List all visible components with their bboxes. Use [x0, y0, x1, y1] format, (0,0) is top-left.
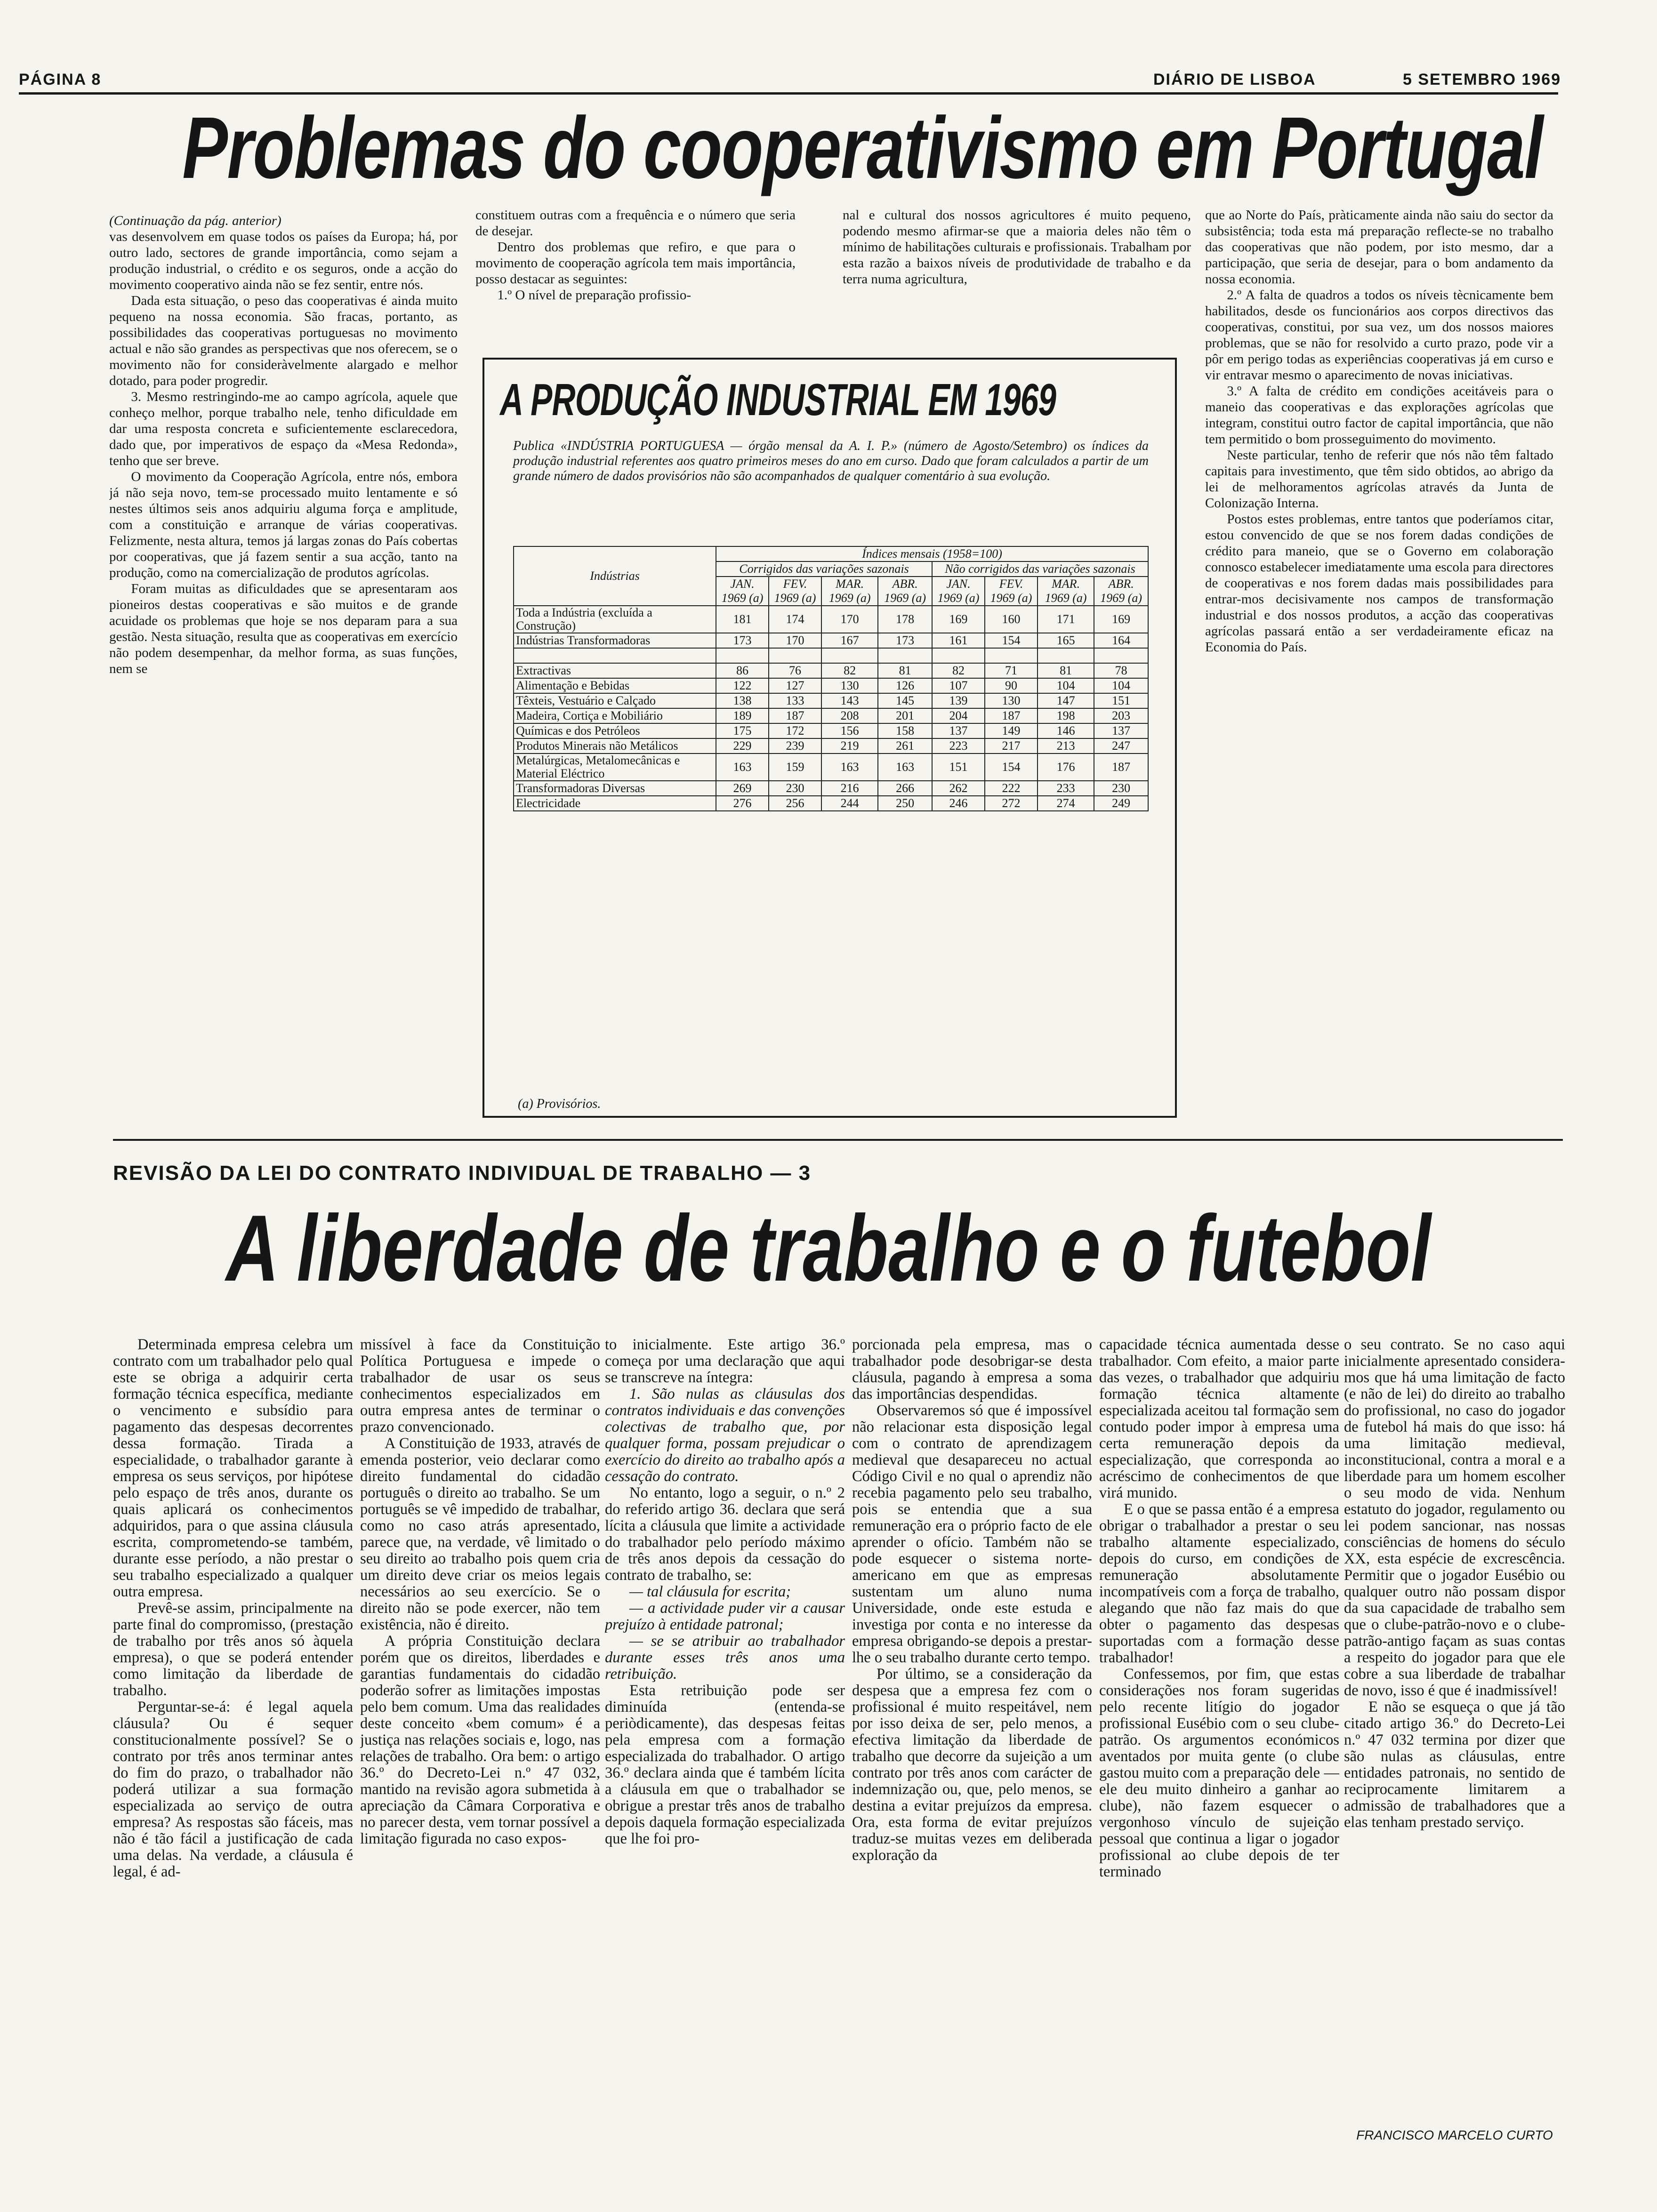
index-value: 246	[932, 796, 985, 811]
month-header: FEV. 1969 (a)	[769, 577, 821, 606]
paragraph: E o que se passa então é a empresa obrigar o trabalhador a prestar o seu trabalho altamente especializado, depois do curso, em condições de remuneração absolutamente incompatíveis com a força de trabalho, alegando que não faz mais do que obter o pagamento das despesas suportadas com a formação desse trabalhador!	[1099, 1501, 1339, 1666]
index-value: 138	[716, 693, 769, 708]
index-value: 122	[716, 678, 769, 693]
industry-label: Produtos Minerais não Metálicos	[514, 738, 716, 753]
box-intro: Publica «INDÚSTRIA PORTUGUESA — órgão mensal da A. I. P.» (número de Agosto/Setembro) os índices da produção industrial referentes aos quatro primeiros meses do ano em curso. Dado que foram calculados a partir de um grande número de dados provisórios não são acompanhados de qualquer comentário à sua evolução.	[513, 439, 1149, 483]
index-value: 274	[1038, 796, 1094, 811]
month-header: ABR. 1969 (a)	[878, 577, 932, 606]
index-value: 139	[932, 693, 985, 708]
index-value: 222	[985, 781, 1038, 796]
paragraph: porcionada pela empresa, mas o trabalhador pode desobrigar-se desta cláusula, pagando à empresa a soma das importâncias despendidas.	[852, 1337, 1092, 1403]
index-value: 204	[932, 708, 985, 723]
industry-label: Electricidade	[514, 796, 716, 811]
month-header: JAN. 1969 (a)	[716, 577, 769, 606]
index-value: 208	[821, 708, 878, 723]
index-value: 160	[985, 606, 1038, 633]
paragraph: missível à face da Constituição Política Portuguesa e impede o trabalhador de usar os seus conhecimentos especializados em outra empresa antes de terminar o prazo convencionado.	[360, 1337, 600, 1435]
paragraph: capacidade técnica aumentada desse trabalhador. Com efeito, a maior parte das vezes, o trabalhador que adquiriu formação técnica altamente especializada aceitou tal formação sem contudo poder impor à empresa uma certa remuneração depois da especialização, que corresponda ao acréscimo de conhecimentos de que virá munido.	[1099, 1337, 1339, 1501]
article1-col1	[109, 213, 458, 1128]
index-value: 130	[821, 678, 878, 693]
index-value: 151	[1094, 693, 1148, 708]
article2-kicker: REVISÃO DA LEI DO CONTRATO INDIVIDUAL DE TRABALHO — 3	[113, 1162, 812, 1185]
index-value: 175	[716, 723, 769, 738]
index-value: 163	[716, 753, 769, 781]
index-value: 181	[716, 606, 769, 633]
article1-title: Problemas do cooperativismo em Portugal	[182, 99, 1543, 197]
index-value: 163	[878, 753, 932, 781]
issue-date: 5 SETEMBRO 1969	[1403, 71, 1561, 88]
page-number: PÁGINA 8	[19, 71, 102, 88]
paragraph: to inicialmente. Este artigo 36.º começa por uma declaração que aqui se transcreve na íntegra:	[605, 1337, 845, 1386]
indices-header: Índices mensais (1958=100)	[716, 546, 1148, 561]
index-value: 223	[932, 738, 985, 753]
index-value: 169	[1094, 606, 1148, 633]
month-header: ABR. 1969 (a)	[1094, 577, 1148, 606]
paragraph: O movimento da Cooperação Agrícola, entre nós, embora já não seja novo, tem-se processado muito lentamente e só nestes últimos seis anos adquiriu alguma força e amplitude, com a constituição e arranque de várias cooperativas. Felizmente, nesta altura, temos já largas zonas do País cobertas por cooperativas, que já fazem sentir a sua acção, tanto na produção, como na comercialização de produtos agrícolas.	[109, 469, 458, 580]
index-value: 147	[1038, 693, 1094, 708]
index-value: 163	[821, 753, 878, 781]
index-value: 201	[878, 708, 932, 723]
industry-label: Transformadoras Diversas	[514, 781, 716, 796]
table-spacer-row	[514, 648, 1148, 663]
author-signature: FRANCISCO MARCELO CURTO	[1356, 2128, 1553, 2142]
article2-col3	[605, 1337, 845, 2188]
paragraph: constituem outras com a frequência e o número que seria de desejar.	[475, 208, 796, 239]
article1-col2	[475, 207, 796, 353]
index-value: 176	[1038, 753, 1094, 781]
index-value: 170	[769, 633, 821, 648]
table-body	[514, 606, 1148, 811]
index-value: 272	[985, 796, 1038, 811]
month-header: FEV. 1969 (a)	[985, 577, 1038, 606]
table-row	[514, 708, 1148, 723]
month-header: MAR. 1969 (a)	[1038, 577, 1094, 606]
group-corrected-header: Corrigidos das variações sazonais	[716, 561, 932, 577]
index-value: 86	[716, 663, 769, 678]
box-title: A PRODUÇÃO INDUSTRIAL EM 1969	[500, 375, 1056, 425]
section-rule	[113, 1139, 1563, 1141]
paragraph: Neste particular, tenho de referir que nós não têm faltado capitais para investimento, que têm sido obtidos, ao abrigo da lei de melhoramentos agrícolas através da Junta de Colonização Interna.	[1205, 448, 1553, 511]
paragraph: Foram muitas as dificuldades que se apresentaram aos pioneiros destas cooperativas e são muitos e de grande acuidade os problemas que hoje se nos deparam para a sua gestão. Nesta situação, resulta que as cooperativas em exercício não podem desempenhar, da melhor forma, as suas funções, nem se	[109, 581, 458, 676]
index-value: 172	[769, 723, 821, 738]
index-value: 216	[821, 781, 878, 796]
index-value: 82	[821, 663, 878, 678]
index-value: 158	[878, 723, 932, 738]
index-value: 187	[985, 708, 1038, 723]
index-value: 104	[1094, 678, 1148, 693]
paragraph: Dentro dos problemas que refiro, e que para o movimento de cooperação agrícola tem mais importância, posso destacar as seguintes:	[475, 240, 796, 287]
paragraph: Esta retribuição pode ser diminuída (entenda-se periòdicamente), das despesas feitas pela empresa com a formação especializada do trabalhador. O artigo 36.º declara ainda que é também lícita a cláusula em que o trabalhador se obrigue a prestar três anos de trabalho depois daquela formação especializada que lhe foi pro-	[605, 1682, 845, 1847]
paragraph: A própria Constituição declara porém que os direitos, liberdades e garantias fundamentais do cidadão poderão sofrer as limitações impostas pelo bem comum. Uma das realidades deste conceito «bem comum» é a justiça nas relações sociais e, logo, nas relações de trabalho. Ora bem: o artigo 36.º do Decreto-Lei n.º 47 032, mantido na revisão agora submetida à apreciação da Câmara Corporativa e no parecer desta, vem tornar possível a limitação figurada no caso expos-	[360, 1633, 600, 1847]
index-value: 239	[769, 738, 821, 753]
article1-col4	[1205, 207, 1553, 1130]
table-row	[514, 753, 1148, 781]
index-value: 78	[1094, 663, 1148, 678]
paragraph: A Constituição de 1933, através de emenda posterior, veio declarar como direito fundamental do cidadão português o direito ao trabalho. Se um português se vê impedido de trabalhar, como no caso atrás apresentado, parece que, na verdade, vê limitado o seu direito ao trabalho pois quem cria um direito deve criar os meios legais necessários ao seu exercício. Se o direito não se pode exercer, não tem existência, não é direito.	[360, 1435, 600, 1633]
paragraph: — se se atribuir ao trabalhador durante esses três anos uma retribuição.	[605, 1633, 845, 1683]
index-value: 269	[716, 781, 769, 796]
table-row	[514, 723, 1148, 738]
industries-header: Indústrias	[514, 546, 716, 606]
index-value: 133	[769, 693, 821, 708]
paragraph: vas desenvolvem em quase todos os países da Europa; há, por outro lado, sectores de grande importância, como sejam a produção industrial, o crédito e os seguros, onde a acção do movimento cooperativo ainda não se fez sentir, entre nós.	[109, 229, 458, 292]
index-value: 104	[1038, 678, 1094, 693]
index-value: 164	[1094, 633, 1148, 648]
index-value: 262	[932, 781, 985, 796]
industry-label: Madeira, Cortiça e Mobiliário	[514, 708, 716, 723]
paragraph: Dada esta situação, o peso das cooperativas é ainda muito pequeno na nossa economia. São fracas, portanto, as possibilidades das cooperativas portuguesas no movimento actual e não são grandes as perspectivas que nos oferecem, se o movimento não for consideràvelmente alargado e melhor dotado, para poder progredir.	[109, 293, 458, 388]
index-value: 219	[821, 738, 878, 753]
index-value: 229	[716, 738, 769, 753]
paragraph: No entanto, logo a seguir, o n.º 2 do referido artigo 36. declara que será lícita a cláusula que limite a actividade do trabalhador pelo período máximo de três anos depois da cessação do contrato de trabalho, se:	[605, 1484, 845, 1584]
industry-label: Extractivas	[514, 663, 716, 678]
index-value: 159	[769, 753, 821, 781]
table-row	[514, 796, 1148, 811]
index-value: 187	[1094, 753, 1148, 781]
index-value: 249	[1094, 796, 1148, 811]
index-value: 174	[769, 606, 821, 633]
index-value: 161	[932, 633, 985, 648]
index-value: 167	[821, 633, 878, 648]
index-value: 146	[1038, 723, 1094, 738]
index-value: 107	[932, 678, 985, 693]
index-value: 154	[985, 753, 1038, 781]
index-value: 154	[985, 633, 1038, 648]
index-value: 71	[985, 663, 1038, 678]
paragraph: 3.º A falta de crédito em condições aceitáveis para o maneio das cooperativas e das explorações agrícolas que integram, constitui outro factor de capital importância, que não tem permitido o bom prosseguimento do movimento.	[1205, 384, 1553, 447]
paragraph: Prevê-se assim, principalmente na parte final do compromisso, (prestação de trabalho por três anos só àquela empresa), o que se poderá entender como limitação da liberdade de trabalho.	[113, 1600, 353, 1699]
index-value: 145	[878, 693, 932, 708]
paragraph: Por último, se a consideração da despesa que a empresa fez com o profissional é muito respeitável, nem por isso deixa de ser, pelo menos, a efectiva limitação da liberdade de trabalho que decorre da sujeição a um contrato por três anos com carácter de indemnização ou, que, pelo menos, se destina a evitar prejuízos da empresa. Ora, esta forma de evitar prejuízos traduz-se muitas vezes em deliberada exploração da	[852, 1666, 1092, 1864]
table-row	[514, 738, 1148, 753]
paragraph: — tal cláusula for escrita;	[629, 1583, 791, 1600]
index-value: 81	[878, 663, 932, 678]
index-value: 127	[769, 678, 821, 693]
table-row	[514, 663, 1148, 678]
index-value: 130	[985, 693, 1038, 708]
newspaper-name: DIÁRIO DE LISBOA	[1153, 71, 1316, 88]
index-value: 178	[878, 606, 932, 633]
paragraph: o seu contrato. Se no caso aqui inicialmente apresentado considera-mos que há uma limitação de facto (e não de lei) do direito ao trabalho do profissional, no caso do jogador de futebol há mais do que isso: há uma limitação medieval, inconstitucional, contra a moral e a liberdade para um homem escolher o seu modo de vida. Nenhum estatuto do jogador, regulamento ou lei podem sancionar, nas nossas consciências de homens do século XX, esta espécie de excrescência. Permitir que o jogador Eusébio ou qualquer outro não possam dispor da sua capacidade de trabalho sem que o clube-patrão-novo e o clube-patrão-antigo façam as suas contas a respeito do jogador para que ele cobre a sua liberdade de trabalhar de novo, isso é que é inadmissível!	[1344, 1337, 1565, 1699]
index-value: 137	[932, 723, 985, 738]
paragraph: nal e cultural dos nossos agricultores é muito pequeno, podendo mesmo afirmar-se que a maioria deles não têm o mínimo de habilitações culturais e profissionais. Trabalham por esta razão a baixos níveis de produtividade de trabalho e da terra numa agricultura,	[843, 208, 1191, 287]
index-value: 244	[821, 796, 878, 811]
index-value: 266	[878, 781, 932, 796]
industry-label: Toda a Indústria (excluída a Construção)	[514, 606, 716, 633]
industry-label: Químicas e dos Petróleos	[514, 723, 716, 738]
paragraph: E não se esqueça o que já tão citado artigo 36.º do Decreto-Lei n.º 47 032 termina por dizer que são nulas as cláusulas, entre entidades patronais, no sentido de reciprocamente limitarem a admissão de trabalhadores que a elas tenham prestado serviço.	[1344, 1699, 1565, 1831]
index-value: 149	[985, 723, 1038, 738]
paragraph: — a actividade puder vir a causar prejuízo à entidade patronal;	[605, 1600, 845, 1633]
index-value: 173	[878, 633, 932, 648]
index-value: 250	[878, 796, 932, 811]
article2-col4	[852, 1337, 1092, 2188]
index-value: 261	[878, 738, 932, 753]
index-value: 233	[1038, 781, 1094, 796]
table-row	[514, 633, 1148, 648]
paragraph: Confessemos, por fim, que estas considerações nos foram sugeridas pelo recente litígio do jogador profissional Eusébio com o seu clube-patrão. Os argumentos económicos aventados por muita gente (o clube gastou muito com a preparação dele — ele deu muito dinheiro a ganhar ao clube), não fazem esquecer o vergonhoso vínculo de sujeição pessoal que continua a ligar o jogador profissional ao clube depois de ter terminado	[1099, 1666, 1339, 1880]
industry-label: Alimentação e Bebidas	[514, 678, 716, 693]
paragraph: 3. Mesmo restringindo-me ao campo agrícola, aquele que conheço melhor, porque trabalho nele, tenho dificuldade em dar uma resposta concreta e suficientemente esclarecedora, dado que, por imperativos de espaço da «Mesa Redonda», tenho que ser breve.	[109, 389, 458, 468]
index-value: 230	[769, 781, 821, 796]
table-row	[514, 606, 1148, 633]
index-value: 151	[932, 753, 985, 781]
index-value: 276	[716, 796, 769, 811]
index-value: 81	[1038, 663, 1094, 678]
table-row	[514, 693, 1148, 708]
index-value: 76	[769, 663, 821, 678]
paragraph: Observaremos só que é impossível não relacionar esta disposição legal com o contrato de aprendizagem medieval que desapareceu no actual Código Civil e no qual o aprendiz não recebia pagamento pelo seu trabalho, pois se entendia que a sua remuneração era o próprio facto de ele aprender o ofício. Também não se pode esquecer o sistema norte-americano em que as empresas sustentam um aluno numa Universidade, onde este estuda e investiga por conta e no interesse da empresa obrigando-se depois a prestar-lhe o seu trabalho durante certo tempo.	[852, 1402, 1092, 1666]
index-value: 256	[769, 796, 821, 811]
index-value: 187	[769, 708, 821, 723]
index-value: 203	[1094, 708, 1148, 723]
index-value: 198	[1038, 708, 1094, 723]
group-uncorrected-header: Não corrigidos das variações sazonais	[932, 561, 1148, 577]
article2-col6	[1344, 1337, 1565, 2108]
paragraph: 1.º O nível de preparação profissio-	[497, 288, 692, 303]
paragraph: Determinada empresa celebra um contrato com um trabalhador pelo qual este se obriga a adquirir certa formação técnica específica, mediante o vencimento e subsídio para pagamento das despesas decorrentes dessa formação. Tirada a especialidade, o trabalhador garante à empresa os seus serviços, por hipótese pelo espaço de três anos, durante os quais aplicará os conhecimentos adquiridos, para o que assina cláusula escrita, comprometendo-se também, durante esse período, a não prestar o seu trabalho especializado a qualquer outra empresa.	[113, 1337, 353, 1600]
paragraph: Perguntar-se-á: é legal aquela cláusula? Ou é sequer constitucionalmente possível? Se o contrato por três anos terminar antes do fim do prazo, o trabalhador não poderá utilizar a sua formação especializada ao serviço de outra empresa? As respostas são fáceis, mas não é tão fácil a justificação de cada uma delas. Na verdade, a cláusula é legal, é ad-	[113, 1699, 353, 1880]
index-value: 137	[1094, 723, 1148, 738]
table-footnote: (a) Provisórios.	[518, 1097, 601, 1111]
index-value: 170	[821, 606, 878, 633]
header-rule	[19, 92, 1558, 95]
paragraph: 1. São nulas as cláusulas dos contratos individuais e das convenções colectivas de trabalho que, por qualquer forma, possam prejudicar o exercício do direito ao trabalho após a cessação do contrato.	[605, 1386, 845, 1485]
month-header: MAR. 1969 (a)	[821, 577, 878, 606]
continuation-note: (Continuação da pág. anterior)	[109, 213, 282, 228]
month-header: JAN. 1969 (a)	[932, 577, 985, 606]
index-value: 171	[1038, 606, 1094, 633]
paragraph: 2.º A falta de quadros a todos os níveis tècnicamente bem habilitados, desde os funcionários aos corpos directivos das cooperativas, constitui, por sua vez, um dos nossos maiores problemas, que se não for resolvido a curto prazo, pode vir a pôr em perigo todas as experiências cooperativas já em curso e vir entravar mesmo o aparecimento de novas iniciativas.	[1205, 288, 1553, 383]
industry-label: Indústrias Transformadoras	[514, 633, 716, 648]
index-value: 247	[1094, 738, 1148, 753]
index-value: 217	[985, 738, 1038, 753]
article2-col1	[113, 1337, 353, 2188]
index-value: 143	[821, 693, 878, 708]
index-value: 169	[932, 606, 985, 633]
index-value: 173	[716, 633, 769, 648]
article2-title: A liberdade de trabalho e o futebol	[226, 1196, 1431, 1301]
production-index-table	[513, 546, 1149, 811]
table-row	[514, 678, 1148, 693]
index-value: 90	[985, 678, 1038, 693]
paragraph: Postos estes problemas, entre tantos que poderíamos citar, estou convencido de que se nos forem dadas condições de crédito para maneio, que se o Governo em colaboração connosco estabelecer imediatamente uma escola para directores de cooperativas e nos forem dadas mais possibilidades para entrar-mos decisivamente nos campos de transformação industrial e dos nossos produtos, a acção das cooperativas agrícolas passará então a ser verdadeiramente eficaz na Economia do País.	[1205, 512, 1553, 655]
index-value: 126	[878, 678, 932, 693]
index-value: 82	[932, 663, 985, 678]
index-value: 230	[1094, 781, 1148, 796]
article2-col5	[1099, 1337, 1339, 2188]
paragraph: que ao Norte do País, pràticamente ainda não saiu do sector da subsistência; toda esta má preparação reflecte-se no trabalho das cooperativas que não podem, por isto mesmo, dar a participação, que seria de desejar, para o bom andamento da nossa economia.	[1205, 208, 1553, 287]
article2-col2	[360, 1337, 600, 2188]
index-value: 189	[716, 708, 769, 723]
industry-label: Metalúrgicas, Metalomecânicas e Material Eléctrico	[514, 753, 716, 781]
index-value: 156	[821, 723, 878, 738]
index-value: 213	[1038, 738, 1094, 753]
index-value: 165	[1038, 633, 1094, 648]
article1-col3	[843, 207, 1191, 353]
table-row	[514, 781, 1148, 796]
industry-label: Têxteis, Vestuário e Calçado	[514, 693, 716, 708]
